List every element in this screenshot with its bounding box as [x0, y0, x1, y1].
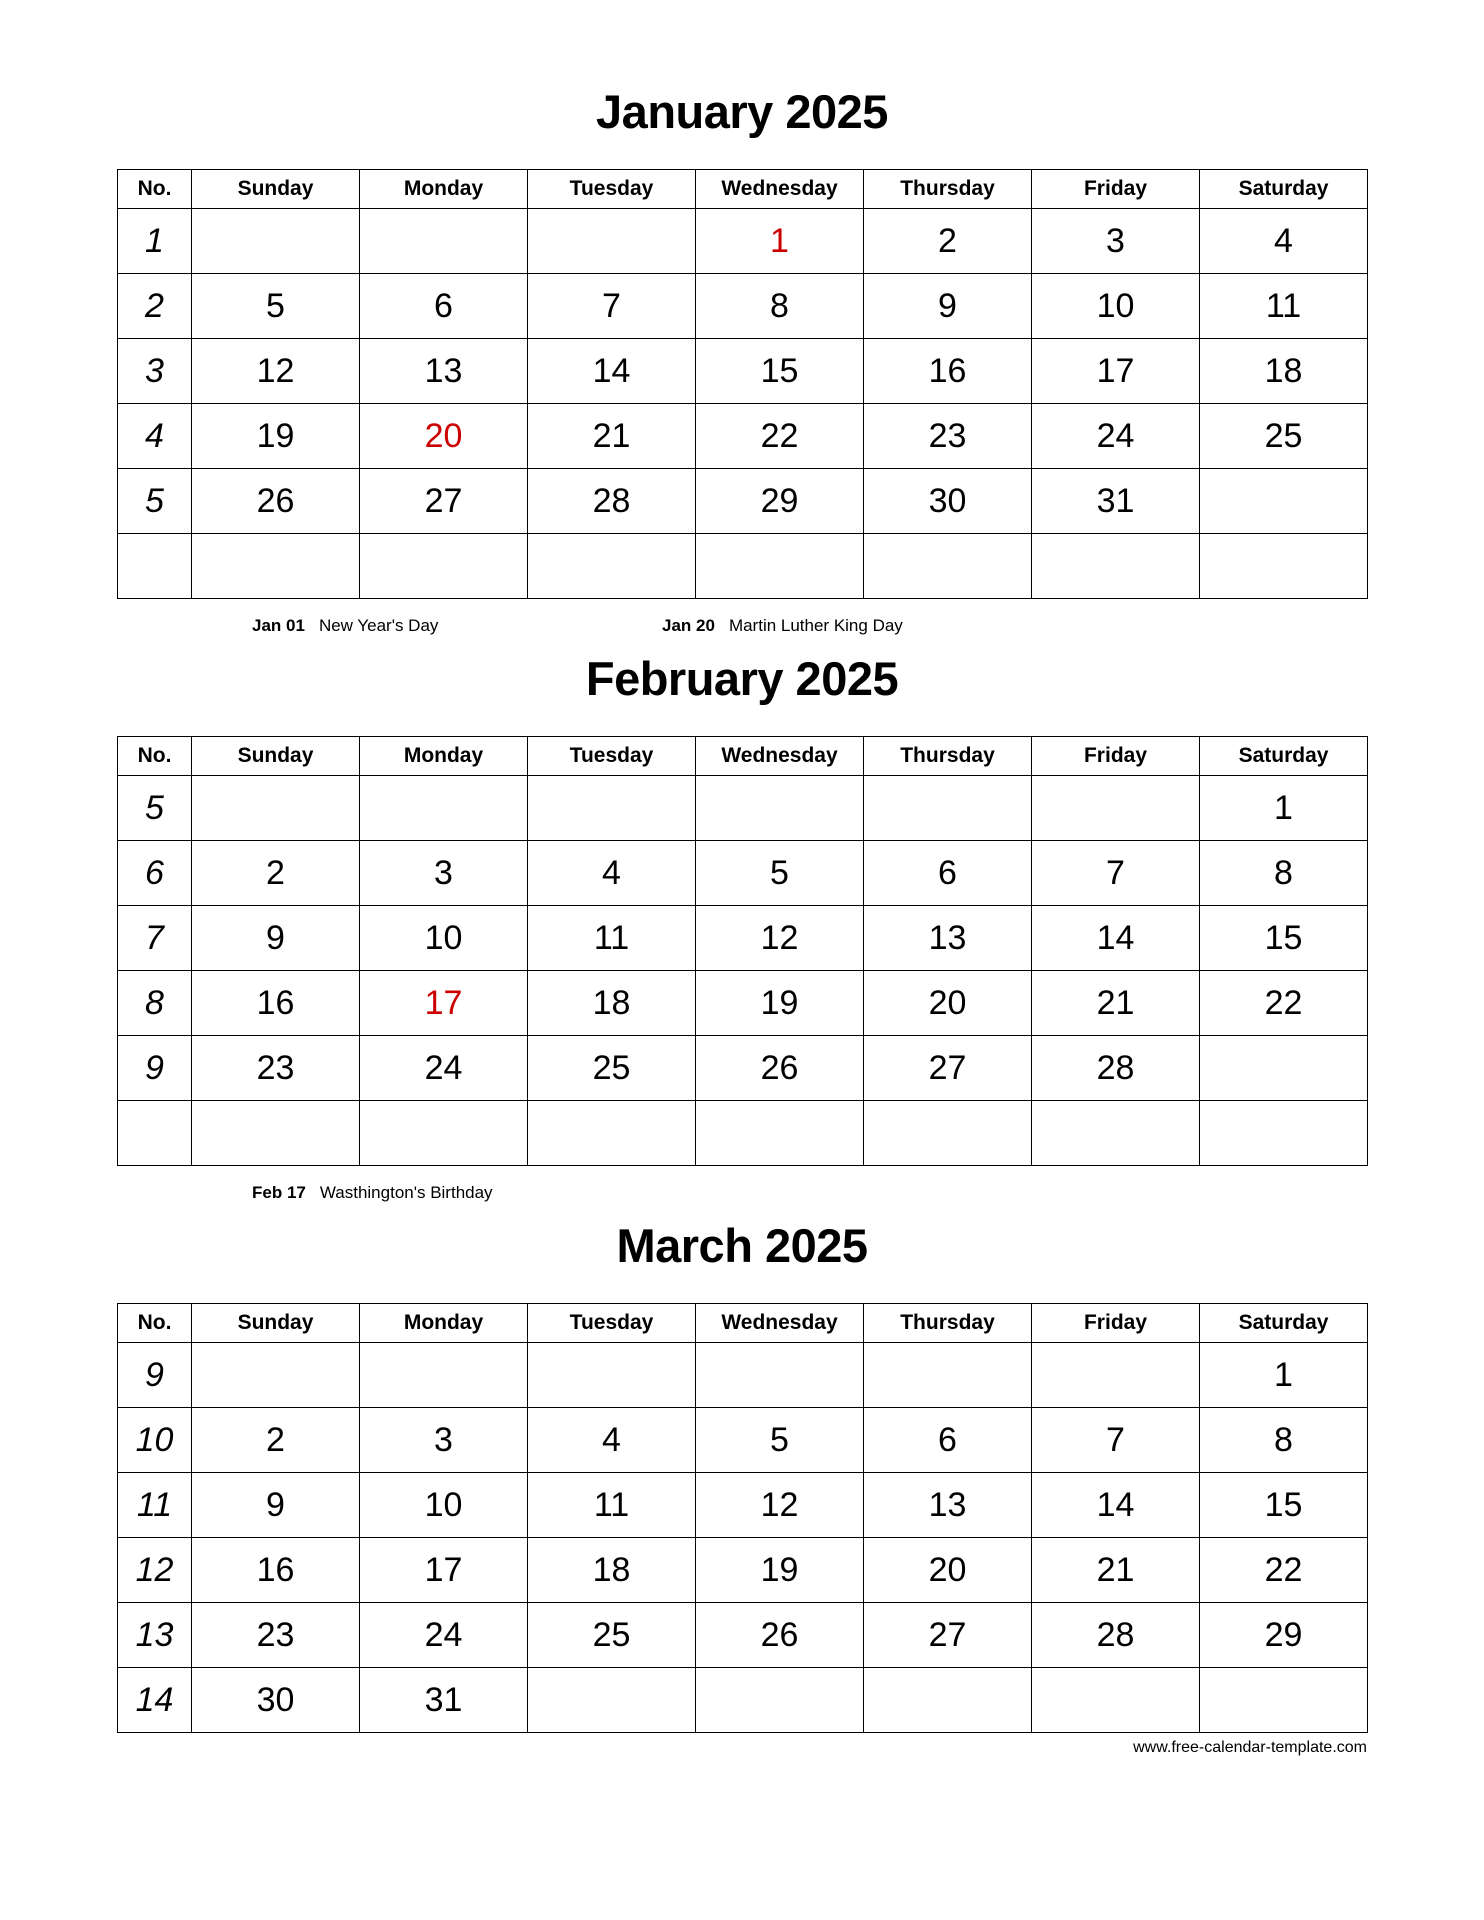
- calendar-week-row: [118, 1538, 1368, 1603]
- calendar-week-row: [118, 534, 1368, 599]
- calendar-day-cell[interactable]: 4: [1200, 209, 1368, 274]
- calendar-day-cell[interactable]: 5: [192, 274, 360, 339]
- calendar-day-cell[interactable]: 19: [696, 971, 864, 1036]
- week-number-cell: 2: [118, 274, 192, 339]
- footer-url: www.free-calendar-template.com: [1133, 1739, 1367, 1756]
- calendar-day-cell-empty: [696, 1668, 864, 1733]
- calendar-day-cell[interactable]: 31: [1032, 469, 1200, 534]
- calendar-day-cell[interactable]: 13: [360, 339, 528, 404]
- calendar-week-row: [118, 841, 1368, 906]
- calendar-day-cell-empty: [696, 1343, 864, 1408]
- calendar-day-cell[interactable]: 3: [360, 1408, 528, 1473]
- week-number-cell: 5: [118, 469, 192, 534]
- calendar-day-cell[interactable]: 10: [1032, 274, 1200, 339]
- calendar-day-cell[interactable]: 25: [1200, 404, 1368, 469]
- calendar-day-cell[interactable]: 7: [528, 274, 696, 339]
- calendar-day-cell-empty: [1032, 776, 1200, 841]
- column-header-week-no: No.: [118, 170, 192, 209]
- month-block-march: [117, 1219, 1367, 1757]
- calendar-day-cell-empty: [864, 1668, 1032, 1733]
- column-header-tuesday: Tuesday: [528, 170, 696, 209]
- calendar-day-cell-empty: [1032, 1343, 1200, 1408]
- calendar-day-cell-empty: [864, 1101, 1032, 1166]
- calendar-day-cell[interactable]: 7: [1032, 1408, 1200, 1473]
- week-number-cell: 14: [118, 1668, 192, 1733]
- calendar-day-cell[interactable]: 12: [696, 906, 864, 971]
- calendar-day-cell-empty: [1032, 534, 1200, 599]
- column-header-sunday: Sunday: [192, 170, 360, 209]
- holiday-legend-february: [117, 1174, 1367, 1212]
- calendar-day-cell[interactable]: 28: [1032, 1603, 1200, 1668]
- calendar-day-cell-empty: [1200, 1036, 1368, 1101]
- calendar-day-cell[interactable]: 4: [528, 1408, 696, 1473]
- calendar-day-cell[interactable]: 5: [696, 841, 864, 906]
- calendar-day-cell[interactable]: 16: [192, 971, 360, 1036]
- week-number-cell: 7: [118, 906, 192, 971]
- calendar-body-march: [118, 1343, 1368, 1733]
- calendar-day-cell[interactable]: 8: [1200, 841, 1368, 906]
- calendar-day-cell-empty: [528, 1343, 696, 1408]
- calendar-day-cell[interactable]: 15: [1200, 906, 1368, 971]
- calendar-day-cell-empty: [696, 776, 864, 841]
- calendar-day-cell[interactable]: 21: [528, 404, 696, 469]
- calendar-day-cell-empty: [528, 534, 696, 599]
- calendar-day-cell[interactable]: 7: [1032, 841, 1200, 906]
- holiday-date: Jan 20: [662, 616, 715, 635]
- calendar-day-cell[interactable]: 3: [360, 841, 528, 906]
- week-number-cell: 10: [118, 1408, 192, 1473]
- calendar-week-row: [118, 776, 1368, 841]
- calendar-day-cell[interactable]: 21: [1032, 971, 1200, 1036]
- calendar-day-cell[interactable]: 29: [696, 469, 864, 534]
- column-header-friday: Friday: [1032, 170, 1200, 209]
- column-header-monday: Monday: [360, 1304, 528, 1343]
- calendar-day-cell-empty: [360, 776, 528, 841]
- calendar-day-cell-empty: [696, 534, 864, 599]
- column-header-thursday: Thursday: [864, 1304, 1032, 1343]
- calendar-week-row: [118, 906, 1368, 971]
- calendar-day-cell[interactable]: 26: [192, 469, 360, 534]
- calendar-day-cell[interactable]: 23: [192, 1036, 360, 1101]
- calendar-week-row: [118, 209, 1368, 274]
- calendar-day-cell[interactable]: 12: [192, 339, 360, 404]
- calendar-day-cell-empty: [1200, 534, 1368, 599]
- calendar-day-cell[interactable]: 8: [696, 274, 864, 339]
- holiday-date: Feb 17: [252, 1183, 306, 1202]
- calendar-day-cell[interactable]: 6: [360, 274, 528, 339]
- calendar-day-cell-empty: [192, 1101, 360, 1166]
- column-header-saturday: Saturday: [1200, 170, 1368, 209]
- calendar-day-cell[interactable]: 16: [864, 339, 1032, 404]
- calendar-day-cell[interactable]: 28: [1032, 1036, 1200, 1101]
- calendar-day-cell[interactable]: 11: [528, 1473, 696, 1538]
- column-header-week-no: No.: [118, 1304, 192, 1343]
- calendar-day-cell[interactable]: 14: [1032, 1473, 1200, 1538]
- calendar-day-cell[interactable]: 11: [1200, 274, 1368, 339]
- calendar-day-cell[interactable]: 26: [696, 1036, 864, 1101]
- calendar-day-cell[interactable]: 17: [1032, 339, 1200, 404]
- calendar-table-february: [117, 736, 1368, 1166]
- calendar-day-cell[interactable]: 16: [192, 1538, 360, 1603]
- calendar-week-row: [118, 339, 1368, 404]
- column-header-tuesday: Tuesday: [528, 737, 696, 776]
- calendar-day-cell[interactable]: 18: [1200, 339, 1368, 404]
- calendar-day-cell[interactable]: 9: [192, 906, 360, 971]
- calendar-week-row: [118, 971, 1368, 1036]
- week-number-cell: 3: [118, 339, 192, 404]
- calendar-day-cell-empty: [1032, 1101, 1200, 1166]
- calendar-day-cell[interactable]: 2: [192, 841, 360, 906]
- calendar-day-cell-empty: [1032, 1668, 1200, 1733]
- calendar-day-cell[interactable]: 28: [528, 469, 696, 534]
- calendar-day-cell[interactable]: 10: [360, 906, 528, 971]
- calendar-day-cell[interactable]: 8: [1200, 1408, 1368, 1473]
- calendar-day-cell[interactable]: 10: [360, 1473, 528, 1538]
- calendar-day-cell[interactable]: 14: [1032, 906, 1200, 971]
- calendar-day-cell[interactable]: 19: [696, 1538, 864, 1603]
- month-block-january: [117, 85, 1367, 645]
- column-header-monday: Monday: [360, 170, 528, 209]
- calendar-day-cell[interactable]: 22: [1200, 971, 1368, 1036]
- calendar-day-cell[interactable]: 27: [864, 1036, 1032, 1101]
- holiday-legend-january: [117, 607, 1367, 645]
- calendar-day-cell-empty: [1200, 469, 1368, 534]
- calendar-day-cell[interactable]: 26: [696, 1603, 864, 1668]
- calendar-day-cell[interactable]: 3: [1032, 209, 1200, 274]
- calendar-table-january: [117, 169, 1368, 599]
- calendar-table-march: [117, 1303, 1368, 1733]
- calendar-week-row: [118, 1343, 1368, 1408]
- week-number-cell: 9: [118, 1343, 192, 1408]
- calendar-day-cell[interactable]: 15: [1200, 1473, 1368, 1538]
- calendar-day-cell[interactable]: 23: [864, 404, 1032, 469]
- calendar-day-cell[interactable]: 31: [360, 1668, 528, 1733]
- calendar-week-row: [118, 1668, 1368, 1733]
- calendar-day-cell[interactable]: 2: [864, 209, 1032, 274]
- calendar-week-row: [118, 1473, 1368, 1538]
- calendar-week-row: [118, 1603, 1368, 1668]
- calendar-day-cell-empty: [528, 1101, 696, 1166]
- calendar-day-cell[interactable]: 24: [1032, 404, 1200, 469]
- calendar-body-january: [118, 209, 1368, 599]
- calendar-body-february: [118, 776, 1368, 1166]
- calendar-week-row: [118, 1408, 1368, 1473]
- week-number-cell: 4: [118, 404, 192, 469]
- column-header-sunday: Sunday: [192, 737, 360, 776]
- calendar-day-cell[interactable]: 22: [696, 404, 864, 469]
- calendar-day-cell-empty: [1200, 1668, 1368, 1733]
- calendar-day-cell-empty: [360, 1343, 528, 1408]
- column-header-friday: Friday: [1032, 737, 1200, 776]
- holiday-date: Jan 01: [252, 616, 305, 635]
- month-title-january: January 2025: [596, 85, 888, 138]
- month-title-march: March 2025: [616, 1219, 868, 1272]
- column-header-saturday: Saturday: [1200, 1304, 1368, 1343]
- calendar-day-cell[interactable]: 13: [864, 1473, 1032, 1538]
- calendar-day-cell-empty: [360, 209, 528, 274]
- column-header-week-no: No.: [118, 737, 192, 776]
- calendar-day-cell-empty: [528, 209, 696, 274]
- calendar-day-cell-empty: [360, 1101, 528, 1166]
- calendar-day-cell[interactable]: 17: [360, 1538, 528, 1603]
- holiday-name: Martin Luther King Day: [728, 616, 903, 635]
- column-header-saturday: Saturday: [1200, 737, 1368, 776]
- calendar-day-cell[interactable]: 4: [528, 841, 696, 906]
- calendar-day-cell-empty: [192, 534, 360, 599]
- calendar-day-cell[interactable]: 24: [360, 1603, 528, 1668]
- calendar-day-cell[interactable]: 27: [864, 1603, 1032, 1668]
- calendar-day-cell[interactable]: 18: [528, 971, 696, 1036]
- calendar-day-cell[interactable]: 5: [696, 1408, 864, 1473]
- calendar-day-cell[interactable]: 20: [360, 404, 528, 469]
- calendar-week-row: [118, 274, 1368, 339]
- calendar-day-cell[interactable]: 18: [528, 1538, 696, 1603]
- calendar-day-cell[interactable]: 1: [1200, 776, 1368, 841]
- calendar-day-cell-empty: [360, 534, 528, 599]
- month-block-february: [117, 652, 1367, 1212]
- calendar-day-cell[interactable]: 9: [192, 1473, 360, 1538]
- column-header-wednesday: Wednesday: [696, 170, 864, 209]
- week-number-cell: 8: [118, 971, 192, 1036]
- calendar-day-cell[interactable]: 25: [528, 1603, 696, 1668]
- calendar-day-cell-empty: [864, 1343, 1032, 1408]
- column-header-thursday: Thursday: [864, 737, 1032, 776]
- calendar-day-cell-empty: [528, 776, 696, 841]
- calendar-day-cell[interactable]: 20: [864, 1538, 1032, 1603]
- month-title-february: February 2025: [585, 652, 899, 705]
- calendar-day-cell[interactable]: 22: [1200, 1538, 1368, 1603]
- holiday-name: Wasthington's Birthday: [319, 1183, 493, 1202]
- calendar-day-cell-empty: [696, 1101, 864, 1166]
- column-header-sunday: Sunday: [192, 1304, 360, 1343]
- column-header-wednesday: Wednesday: [696, 1304, 864, 1343]
- column-header-thursday: Thursday: [864, 170, 1032, 209]
- calendar-day-cell[interactable]: 30: [864, 469, 1032, 534]
- calendar-day-cell[interactable]: 21: [1032, 1538, 1200, 1603]
- week-number-cell: 9: [118, 1036, 192, 1101]
- calendar-day-cell[interactable]: 19: [192, 404, 360, 469]
- calendar-week-row: [118, 1036, 1368, 1101]
- calendar-day-cell-empty: [528, 1668, 696, 1733]
- calendar-day-cell[interactable]: 24: [360, 1036, 528, 1101]
- calendar-day-cell[interactable]: 2: [192, 1408, 360, 1473]
- holiday-legend-item: [252, 607, 438, 645]
- calendar-day-cell-empty: [192, 776, 360, 841]
- calendar-day-cell[interactable]: 29: [1200, 1603, 1368, 1668]
- calendar-day-cell[interactable]: 11: [528, 906, 696, 971]
- calendar-day-cell[interactable]: 6: [864, 841, 1032, 906]
- week-number-cell: 1: [118, 209, 192, 274]
- calendar-day-cell[interactable]: 25: [528, 1036, 696, 1101]
- calendar-day-cell-empty: [864, 776, 1032, 841]
- calendar-day-cell-empty: [864, 534, 1032, 599]
- calendar-day-cell[interactable]: 6: [864, 1408, 1032, 1473]
- calendar-day-cell[interactable]: 15: [696, 339, 864, 404]
- calendar-day-cell[interactable]: 1: [696, 209, 864, 274]
- calendar-week-row: [118, 1101, 1368, 1166]
- week-number-cell: 5: [118, 776, 192, 841]
- week-number-cell: 6: [118, 841, 192, 906]
- week-number-cell: 12: [118, 1538, 192, 1603]
- holiday-legend-item: [252, 1174, 493, 1212]
- calendar-day-cell[interactable]: 13: [864, 906, 1032, 971]
- column-header-friday: Friday: [1032, 1304, 1200, 1343]
- calendar-day-cell-empty: [1200, 1101, 1368, 1166]
- week-number-cell: [118, 1101, 192, 1166]
- table-header-row: [118, 737, 1368, 776]
- calendar-day-cell[interactable]: 1: [1200, 1343, 1368, 1408]
- table-header-row: [118, 170, 1368, 209]
- table-header-row: [118, 1304, 1368, 1343]
- week-number-cell: 13: [118, 1603, 192, 1668]
- column-header-wednesday: Wednesday: [696, 737, 864, 776]
- holiday-legend-item: [662, 607, 903, 645]
- calendar-day-cell-empty: [192, 209, 360, 274]
- calendar-day-cell[interactable]: 17: [360, 971, 528, 1036]
- calendar-day-cell[interactable]: 12: [696, 1473, 864, 1538]
- calendar-day-cell[interactable]: 27: [360, 469, 528, 534]
- column-header-monday: Monday: [360, 737, 528, 776]
- calendar-day-cell[interactable]: 30: [192, 1668, 360, 1733]
- calendar-week-row: [118, 469, 1368, 534]
- calendar-day-cell[interactable]: 9: [864, 274, 1032, 339]
- calendar-day-cell[interactable]: 20: [864, 971, 1032, 1036]
- week-number-cell: 11: [118, 1473, 192, 1538]
- holiday-name: New Year's Day: [318, 616, 439, 635]
- week-number-cell: [118, 534, 192, 599]
- calendar-day-cell-empty: [192, 1343, 360, 1408]
- calendar-day-cell[interactable]: 23: [192, 1603, 360, 1668]
- calendar-day-cell[interactable]: 14: [528, 339, 696, 404]
- calendar-week-row: [118, 404, 1368, 469]
- column-header-tuesday: Tuesday: [528, 1304, 696, 1343]
